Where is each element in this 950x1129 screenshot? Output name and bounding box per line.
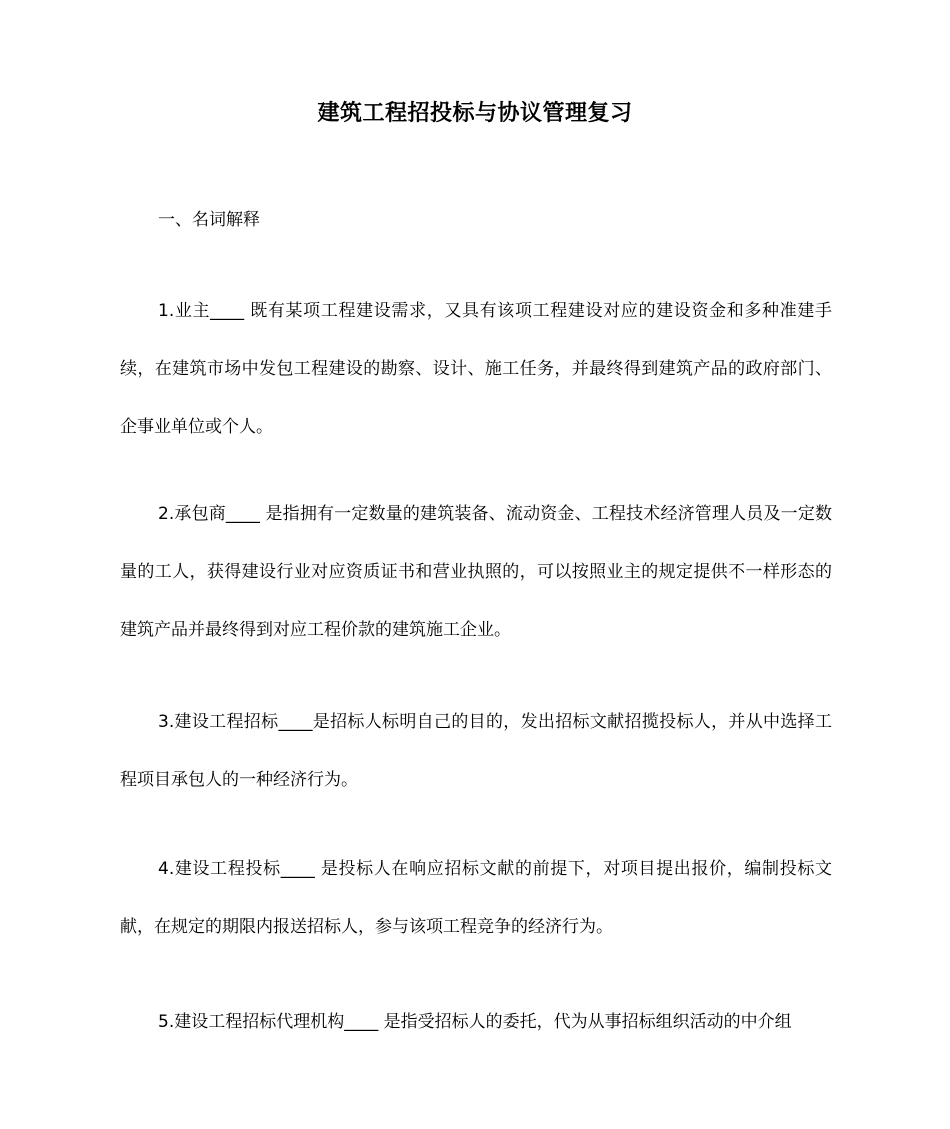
paragraph-definition-3: 3.建设工程招标____是招标人标明自己的目的，发出招标文献招揽投标人，并从中选择工程项目承包人的一种经济行为。 (120, 712, 832, 790)
document-title: 建筑工程招投标与协议管理复习 (317, 101, 633, 126)
paragraph-definition-5: 5.建设工程招标代理机构____ 是指受招标人的委托，代为从事招标组织活动的中介组 (158, 1012, 792, 1032)
paragraph-definition-4: 4.建设工程投标____ 是投标人在响应招标文献的前提下，对项目提出报价，编制投标文献，在规定的期限内报送招标人，参与该项工程竞争的经济行为。 (120, 859, 832, 937)
paragraph-definition-2: 2.承包商____ 是指拥有一定数量的建筑装备、流动资金、工程技术经济管理人员及一定数量的工人，获得建设行业对应资质证书和营业执照的，可以按照业主的规定提供不一样形态的建筑产品并最终得到对应工程价款的建筑施工企业。 (120, 504, 832, 640)
section-heading: 一、名词解释 (158, 210, 260, 230)
paragraph-definition-1: 1.业主____ 既有某项工程建设需求，又具有该项工程建设对应的建设资金和多种准建手续，在建筑市场中发包工程建设的勘察、设计、施工任务，并最终得到建筑产品的政府部门、企事业单位或个人。 (120, 301, 832, 437)
